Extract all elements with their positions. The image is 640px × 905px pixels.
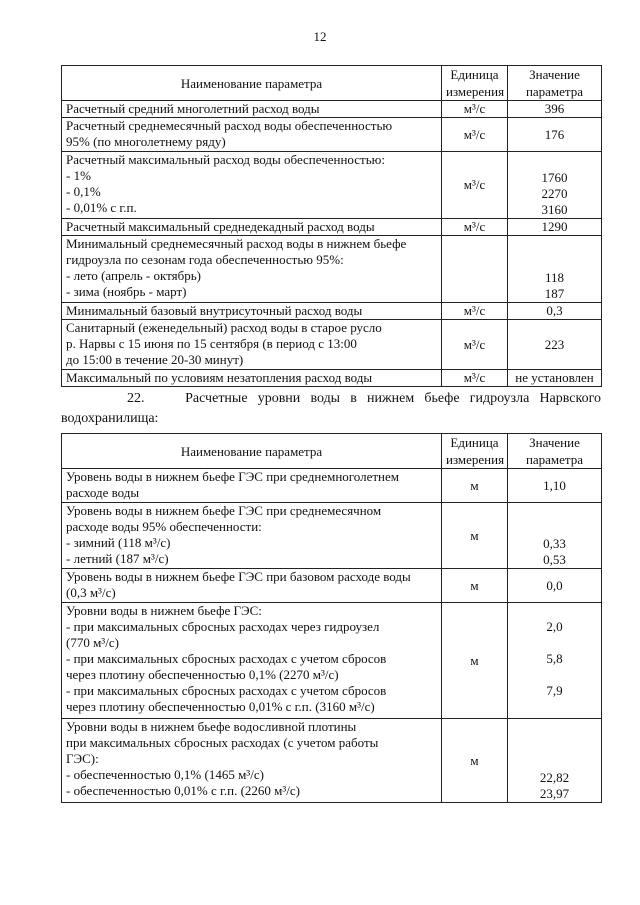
section-number: 22. (127, 391, 145, 406)
param-value: 0,33 0,53 (508, 503, 602, 569)
param-unit: м³/с (442, 303, 508, 320)
param-name: Максимальный по условиям незатопления расход воды (62, 370, 442, 387)
param-name: Уровни воды в нижнем бьефе ГЭС: - при максимальных сбросных расходах через гидроузел (770 м³/с) - при максимальных сбросных расходах с учетом сбросов через плотину обеспеченностью 0,1% (2270 м³/с) - при максимальных сбросных расходах с учетом сбросов через плотину обеспеченностью 0,01% с г.п. (3160 м³/с) (62, 603, 442, 719)
param-unit: м³/с (442, 219, 508, 236)
param-value: 22,82 23,97 (508, 719, 602, 803)
param-name: Расчетный среднемесячный расход воды обеспеченностью 95% (по многолетнему ряду) (62, 118, 442, 152)
header-value: Значение параметра (508, 434, 602, 469)
param-name: Расчетный максимальный расход воды обеспеченностью: - 1% - 0,1% - 0,01% с г.п. (62, 152, 442, 219)
table-header-row (62, 434, 602, 469)
param-unit: м³/с (442, 152, 508, 219)
table-header-row (62, 66, 602, 101)
param-unit (442, 236, 508, 303)
param-unit: м (442, 469, 508, 503)
table-row (62, 370, 602, 387)
param-unit: м (442, 603, 508, 719)
param-unit: м³/с (442, 118, 508, 152)
water-levels-table (61, 433, 602, 803)
param-unit: м (442, 719, 508, 803)
param-name: Уровень воды в нижнем бьефе ГЭС при среднемесячном расходе воды 95% обеспеченности: - зимний (118 м³/с) - летний (187 м³/с) (62, 503, 442, 569)
param-unit: м (442, 503, 508, 569)
param-name: Уровень воды в нижнем бьефе ГЭС при базовом расходе воды (0,3 м³/с) (62, 569, 442, 603)
table-row (62, 569, 602, 603)
header-unit: Единица измерения (442, 66, 508, 101)
page-number: 12 (313, 29, 327, 44)
table-row (62, 101, 602, 118)
param-value: 223 (508, 320, 602, 370)
param-value: 2,0 5,8 7,9 (508, 603, 602, 719)
param-name: Расчетный максимальный среднедекадный расход воды (62, 219, 442, 236)
param-value: 396 (508, 101, 602, 118)
table-row (62, 219, 602, 236)
param-name: Минимальный базовый внутрисуточный расход воды (62, 303, 442, 320)
param-name: Минимальный среднемесячный расход воды в нижнем бьефе гидроузла по сезонам года обеспеченностью 95%: - лето (апрель - октябрь) - зима (ноябрь - март) (62, 236, 442, 303)
param-unit: м (442, 569, 508, 603)
table-row (62, 503, 602, 569)
param-value: 0,3 (508, 303, 602, 320)
table-row (62, 303, 602, 320)
flow-parameters-table (61, 65, 602, 387)
param-name: Уровень воды в нижнем бьефе ГЭС при среднемноголетнем расходе воды (62, 469, 442, 503)
table-row (62, 152, 602, 219)
param-value: 1290 (508, 219, 602, 236)
table-row (62, 603, 602, 719)
param-unit: м³/с (442, 101, 508, 118)
section-text: Расчетные уровни воды в нижнем бьефе гидроузла Нарвского водохранилища: (61, 391, 601, 426)
param-value: 1,10 (508, 469, 602, 503)
table-row (62, 320, 602, 370)
table-row (62, 118, 602, 152)
param-value: 1760 2270 3160 (508, 152, 602, 219)
param-name: Санитарный (еженедельный) расход воды в старое русло р. Нарвы с 15 июня по 15 сентября (в период с 13:00 до 15:00 в течение 20-30 минут) (62, 320, 442, 370)
header-name: Наименование параметра (62, 434, 442, 469)
section-paragraph (61, 389, 601, 429)
header-name: Наименование параметра (62, 66, 442, 101)
header-unit: Единица измерения (442, 434, 508, 469)
header-value: Значение параметра (508, 66, 602, 101)
param-name: Уровни воды в нижнем бьефе водосливной плотины при максимальных сбросных расходах (с учетом работы ГЭС): - обеспеченностью 0,1% (1465 м³/с) - обеспеченностью 0,01% с г.п. (2260 м³/с) (62, 719, 442, 803)
param-unit: м³/с (442, 320, 508, 370)
param-value: 0,0 (508, 569, 602, 603)
param-value: 176 (508, 118, 602, 152)
param-name: Расчетный средний многолетний расход воды (62, 101, 442, 118)
param-unit: м³/с (442, 370, 508, 387)
param-value: не установлен (508, 370, 602, 387)
table-row (62, 236, 602, 303)
table-row (62, 469, 602, 503)
param-value: 118 187 (508, 236, 602, 303)
table-row (62, 719, 602, 803)
